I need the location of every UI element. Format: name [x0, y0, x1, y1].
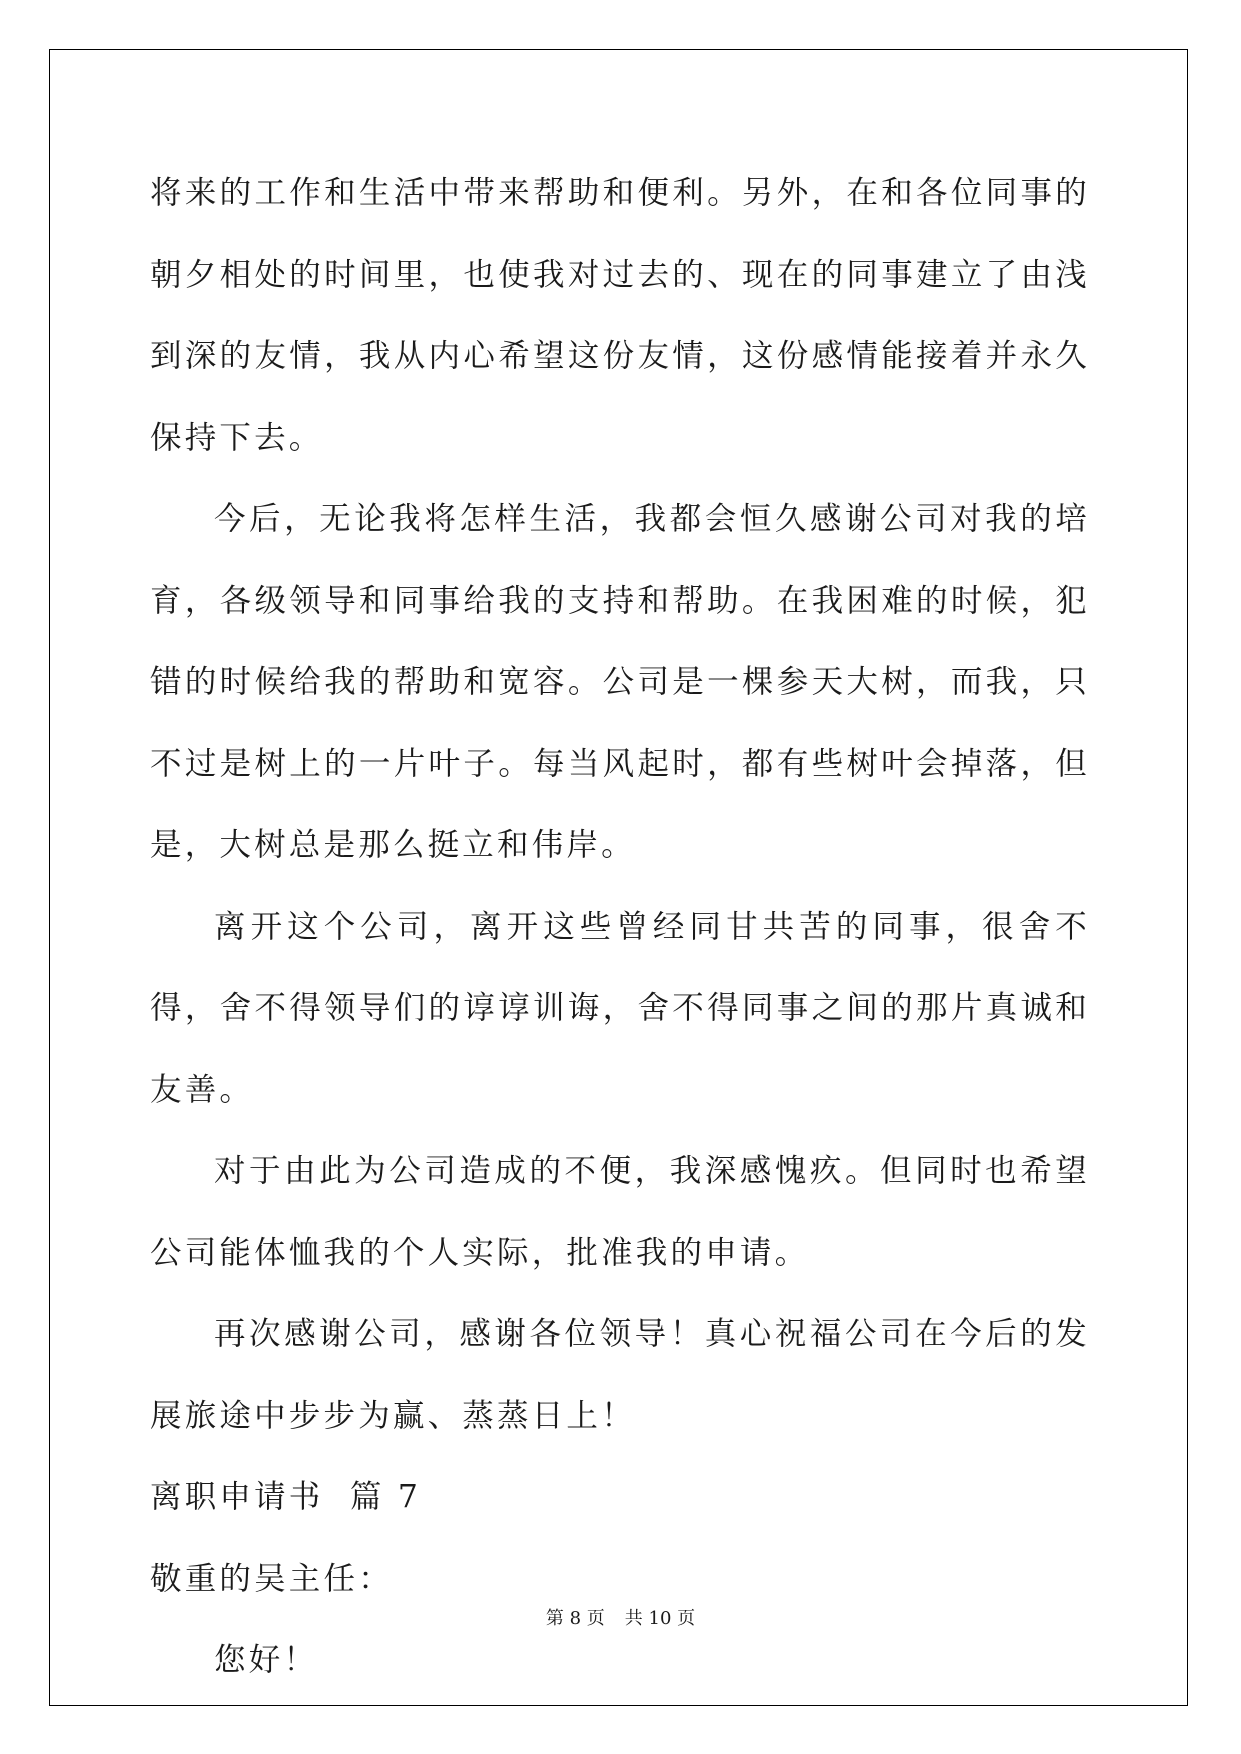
paragraph-1: 将来的工作和生活中带来帮助和便利。另外，在和各位同事的朝夕相处的时间里，也使我对过去的、现在的同事建立了由浅到深的友情，我从内心希望这份友情，这份感情能接着并永久保持下去。	[150, 175, 1090, 456]
page-number-total: 共 10 页	[624, 1608, 696, 1629]
document-body	[150, 153, 1090, 1702]
section-title: 离职申请书 篇 7	[150, 1479, 422, 1515]
paragraph-4: 对于由此为公司造成的不便，我深感愧疚。但同时也希望公司能体恤我的个人实际，批准我的申请。	[150, 1153, 1090, 1271]
page-number-current: 第 8 页	[545, 1608, 605, 1629]
page-footer	[0, 1604, 1241, 1630]
paragraph-3: 离开这个公司，离开这些曾经同甘共苦的同事，很舍不得，舍不得领导们的谆谆训诲，舍不得同事之间的那片真诚和友善。	[150, 908, 1090, 1108]
greeting: 您好！	[214, 1642, 319, 1678]
salutation: 敬重的吴主任：	[150, 1560, 393, 1597]
paragraph-5: 再次感谢公司，感谢各位领导！真心祝福公司在今后的发展旅途中步步为赢、蒸蒸日上！	[150, 1316, 1090, 1434]
paragraph-2: 今后，无论我将怎样生活，我都会恒久感谢公司对我的培育，各级领导和同事给我的支持和帮助。在我困难的时候，犯错的时候给我的帮助和宽容。公司是一棵参天大树，而我，只不过是树上的一片叶子。每当风起时，都有些树叶会掉落，但是，大树总是那么挺立和伟岸。	[150, 501, 1090, 863]
